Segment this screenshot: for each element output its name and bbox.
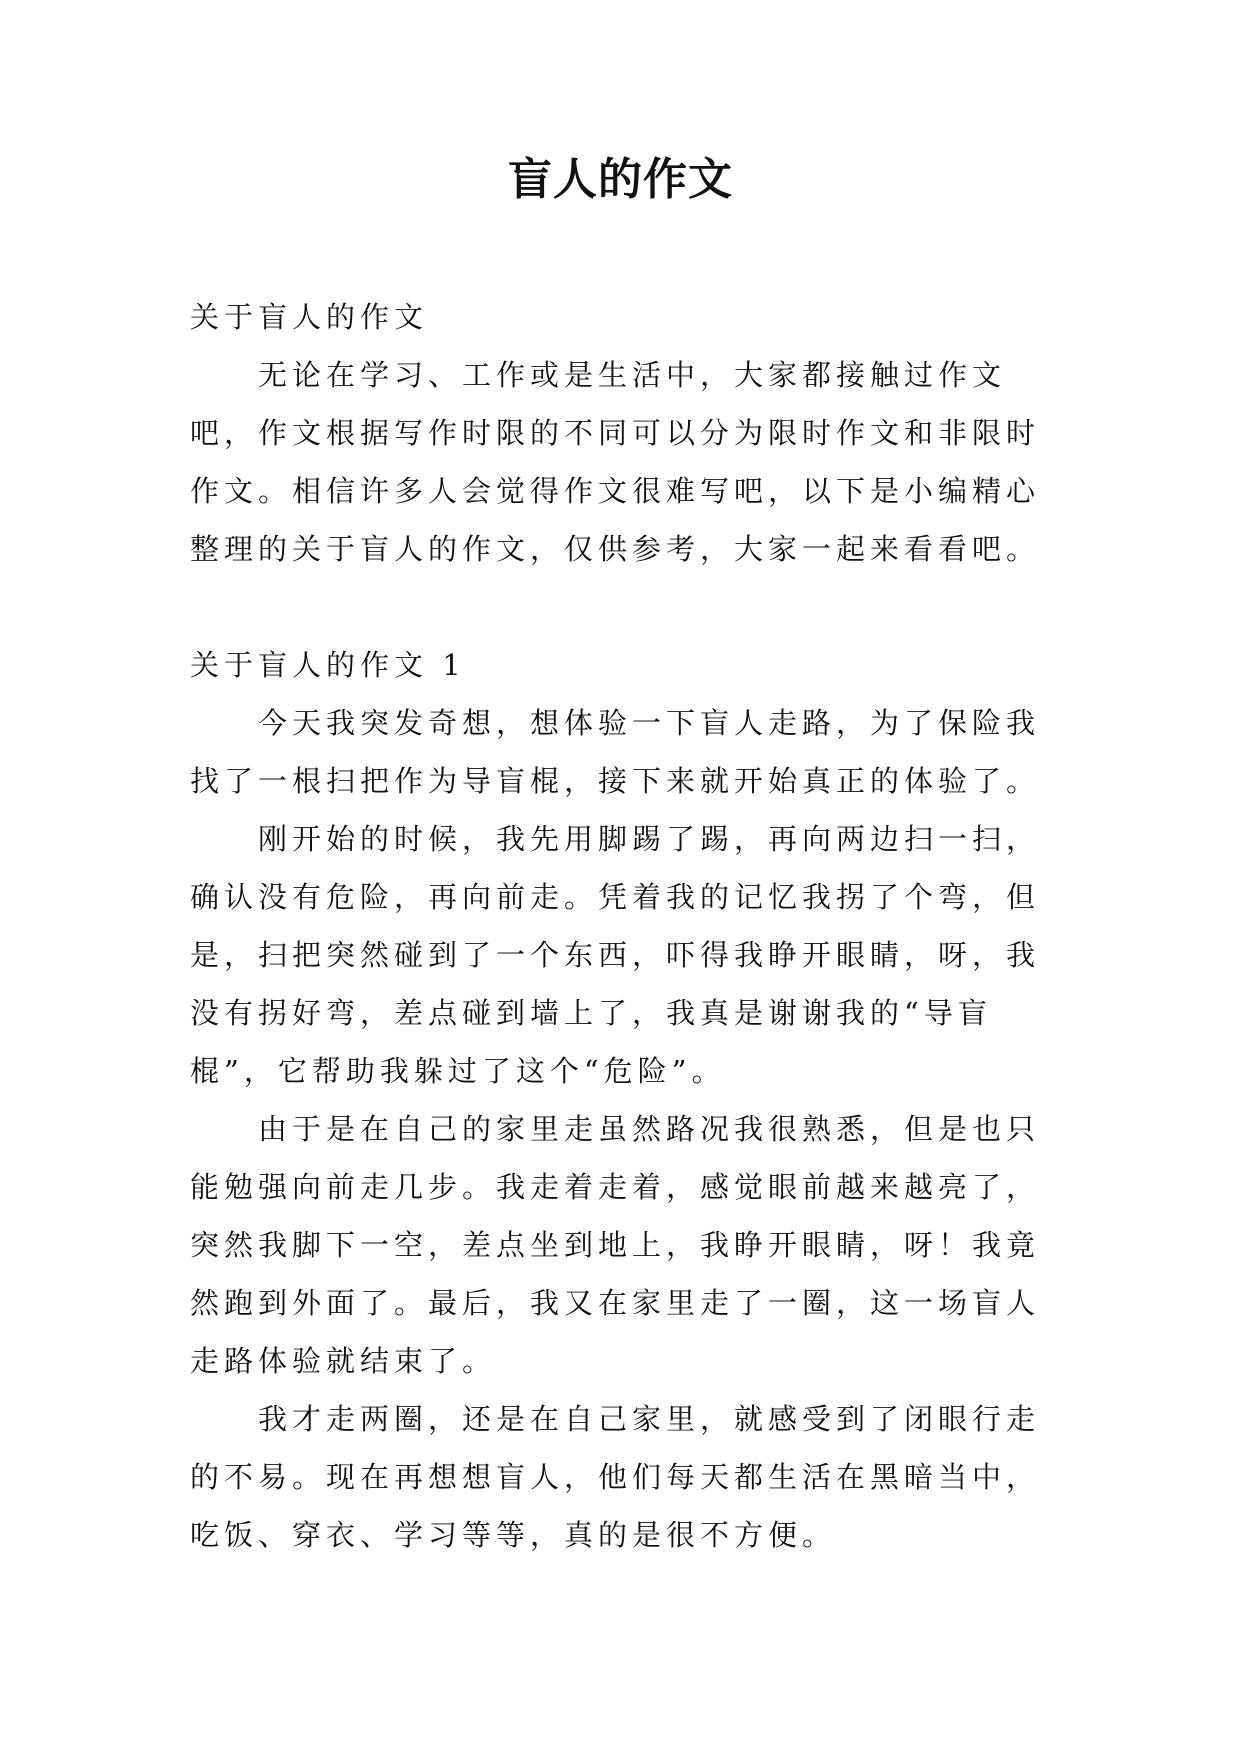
document-body [190,288,1070,1564]
section1-paragraph-1: 今天我突发奇想，想体验一下盲人走路，为了保险我找了一根扫把作为导盲棍，接下来就开始真正的体验了。 [190,706,1041,798]
document-title: 盲人的作文 [508,154,733,205]
section-spacer [190,578,1070,636]
section1-paragraph-4: 我才走两圈，还是在自己家里，就感受到了闭眼行走的不易。现在再想想盲人，他们每天都生活在黑暗当中，吃饭、穿衣、学习等等，真的是很不方便。 [190,1402,1041,1552]
intro-paragraph: 无论在学习、工作或是生活中，大家都接触过作文吧，作文根据写作时限的不同可以分为限时作文和非限时作文。相信许多人会觉得作文很难写吧，以下是小编精心整理的关于盲人的作文，仅供参考，大家一起来看看吧。 [190,358,1041,566]
section1-paragraph-3: 由于是在自己的家里走虽然路况我很熟悉，但是也只能勉强向前走几步。我走着走着，感觉眼前越来越亮了，突然我脚下一空，差点坐到地上，我睁开眼睛，呀！我竟然跑到外面了。最后，我又在家里走了一圈，这一场盲人走路体验就结束了。 [190,1112,1041,1378]
intro-heading: 关于盲人的作文 [190,300,429,334]
section1-heading: 关于盲人的作文 1 [190,648,466,682]
section1-paragraph-2: 刚开始的时候，我先用脚踢了踢，再向两边扫一扫，确认没有危险，再向前走。凭着我的记忆我拐了个弯，但是，扫把突然碰到了一个东西，吓得我睁开眼睛，呀，我没有拐好弯，差点碰到墙上了，我真是谢谢我的“导盲棍”，它帮助我躲过了这个“危险”。 [190,822,1041,1088]
